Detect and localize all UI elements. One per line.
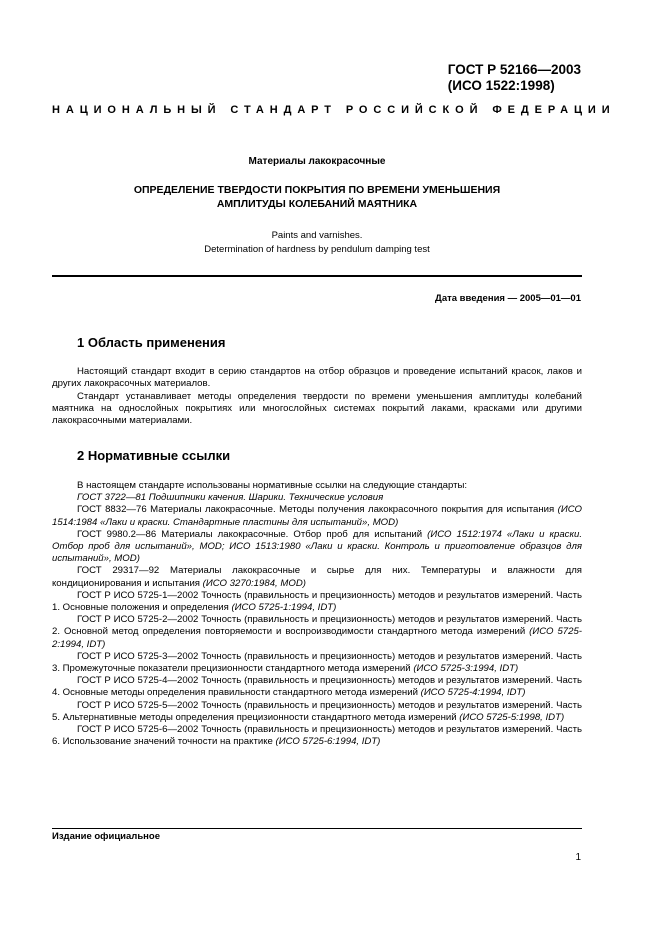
title-divider: [52, 275, 582, 277]
reference-italic: (ИСО 5725-1:1994, IDT): [231, 602, 337, 614]
reference-item: [52, 651, 582, 675]
reference-item: [52, 590, 582, 614]
reference-item: [52, 565, 582, 589]
reference-text: ГОСТ Р ИСО 5725-6—2002 Точность (правильность и прецизионность) методов и результатов измерений. Часть 6. Использование значений точности на практике: [52, 724, 582, 748]
gost-number: ГОСТ Р 52166—2003: [447, 62, 581, 77]
iso-number: (ИСО 1522:1998): [447, 78, 555, 93]
reference-text: ГОСТ 8832—76 Материалы лакокрасочные. Методы получения лакокрасочного покрытия для испытания: [77, 504, 558, 516]
introduction-date: Дата введения — 2005—01—01: [435, 293, 581, 304]
reference-text: ГОСТ 29317—92 Материалы лакокрасочные и сырье для них. Температуры и влажности для кондиционирования и испытания: [52, 565, 582, 589]
reference-text: ГОСТ Р ИСО 5725-2—2002 Точность (правильность и прецизионность) методов и результатов измерений. Часть 2. Основной метод определения повторяемости и воспроизводимости стандартного метода измерений: [52, 614, 582, 638]
document-title: [52, 183, 582, 211]
reference-italic: (ИСО 5725-2:1994, IDT): [52, 626, 582, 650]
reference-item: [52, 504, 582, 528]
scope-text-1: Настоящий стандарт входит в серию стандартов на отбор образцов и проведение испытаний красок, лаков и других лакокрасочных материалов.: [52, 366, 582, 390]
english-title: [52, 229, 582, 256]
reference-italic: ГОСТ 3722—81 Подшипники качения. Шарики. Технические условия: [77, 492, 384, 504]
reference-item: [52, 614, 582, 651]
reference-italic: (ИСО 5725-4:1994, IDT): [420, 687, 526, 699]
reference-item: [52, 675, 582, 699]
reference-item: [52, 492, 582, 504]
reference-italic: (ИСО 5725-3:1994, IDT): [413, 663, 519, 675]
reference-item: [52, 724, 582, 748]
section-1-paragraph-2: [52, 391, 582, 428]
national-standard-banner: НАЦИОНАЛЬНЫЙ СТАНДАРТ РОССИЙСКОЙ ФЕДЕРАЦИИ: [52, 104, 616, 116]
title-line-1: ОПРЕДЕЛЕНИЕ ТВЕРДОСТИ ПОКРЫТИЯ ПО ВРЕМЕНИ УМЕНЬШЕНИЯ: [133, 184, 501, 196]
normative-references: [52, 480, 582, 748]
reference-text: ГОСТ Р ИСО 5725-3—2002 Точность (правильность и прецизионность) методов и результатов измерений. Часть 3. Промежуточные показатели прецизионности стандартного метода измерений: [52, 650, 582, 675]
scope-text-2: Стандарт устанавливает методы определения твердости по времени уменьшения амплитуды колебаний маятника на однослойных покрытиях или многослойных системах покрытий лаками, красками или другими лакокрасочными материалами.: [52, 391, 582, 427]
section-1-heading: 1 Область применения: [77, 335, 226, 350]
section-1-paragraph-1: [52, 366, 582, 390]
reference-text: ГОСТ Р ИСО 5725-5—2002 Точность (правильность и прецизионность) методов и результатов измерений. Часть 5. Альтернативные методы определения прецизионности стандартного метода измерений: [52, 699, 582, 723]
section-2-heading: 2 Нормативные ссылки: [77, 448, 231, 463]
reference-item: [52, 529, 582, 566]
reference-italic: (ИСО 5725-5:1998, IDT): [459, 711, 565, 723]
page-number: 1: [575, 852, 581, 863]
reference-italic: (ИСО 5725-6:1994, IDT): [275, 736, 381, 748]
reference-item: [52, 700, 582, 724]
reference-italic: (ИСО 1512:1974 «Лаки и краски. Отбор проб для испытаний», MOD; ИСО 1513:1980 «Лаки и краски. Контроль и приготовление образцов для испытаний», MOD): [52, 528, 582, 565]
standard-designation: [448, 62, 581, 94]
references-intro: В настоящем стандарте использованы нормативные ссылки на следующие стандарты:: [77, 480, 468, 491]
material-category: Материалы лакокрасочные: [248, 156, 386, 167]
reference-italic: (ИСО 1514:1984 «Лаки и краски. Стандартные пластины для испытаний», MOD): [52, 504, 582, 528]
reference-italic: (ИСО 3270:1984, MOD): [202, 577, 306, 589]
title-line-2: АМПЛИТУДЫ КОЛЕБАНИЙ МАЯТНИКА: [216, 198, 418, 210]
english-title-line-2: Determination of hardness by pendulum damping test: [204, 243, 430, 255]
reference-text: ГОСТ Р ИСО 5725-1—2002 Точность (правильность и прецизионность) методов и результатов измерений. Часть 1. Основные положения и определения: [52, 589, 582, 614]
footer-divider: [52, 828, 582, 829]
reference-text: ГОСТ 9980.2—86 Материалы лакокрасочные. Отбор проб для испытаний: [77, 528, 428, 540]
english-title-line-1: Paints and varnishes.: [271, 230, 363, 241]
reference-text: ГОСТ Р ИСО 5725-4—2002 Точность (правильность и прецизионность) методов и результатов измерений. Часть 4. Основные методы определения правильности стандартного метода измерений: [52, 675, 582, 699]
official-edition-label: Издание официальное: [52, 831, 160, 842]
